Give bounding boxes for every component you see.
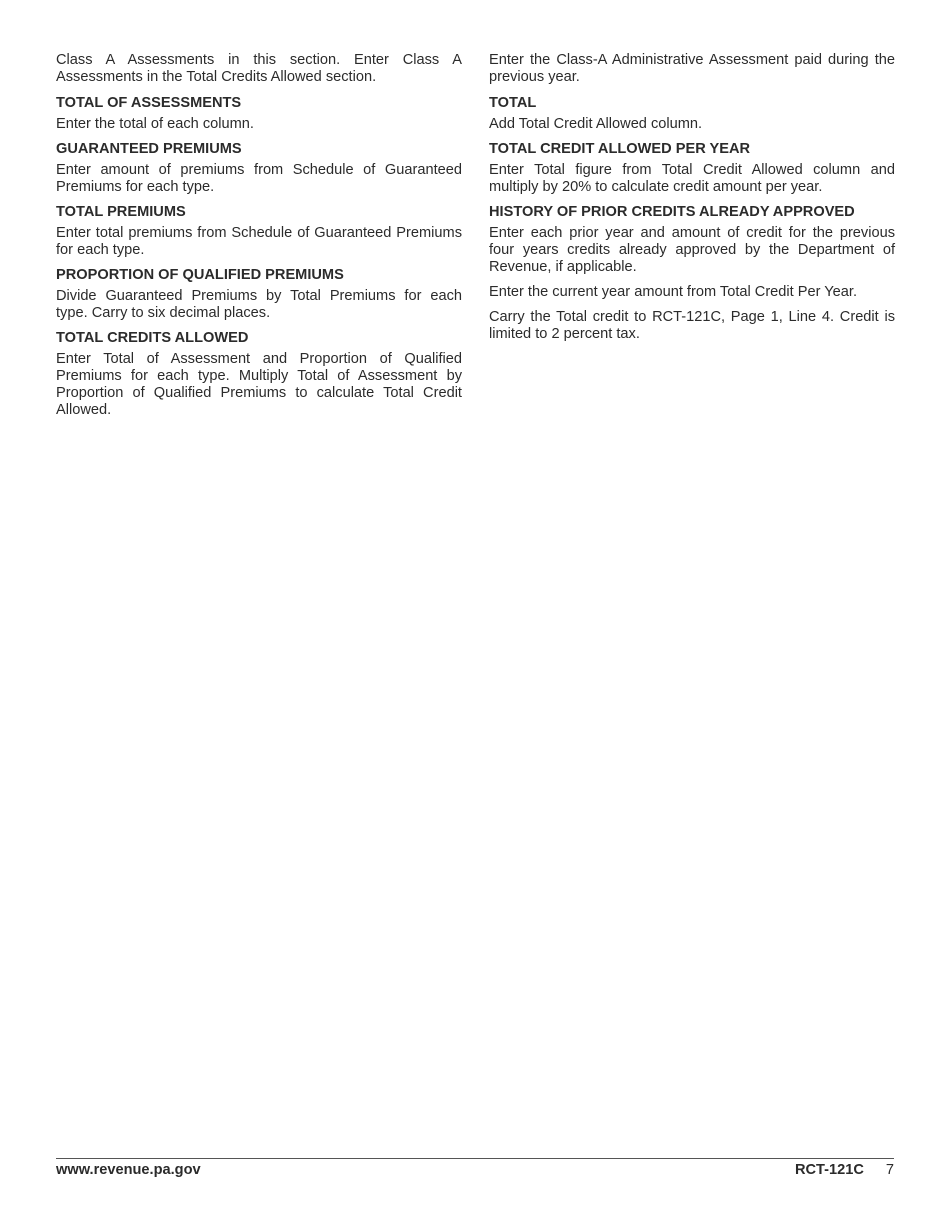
- section-total-credit-allowed-per-year: [489, 141, 895, 196]
- carry-total-paragraph: Carry the Total credit to RCT-121C, Page 1, Line 4. Credit is limited to 2 percent tax.: [489, 309, 895, 342]
- left-column: [56, 52, 462, 427]
- section-text: Enter each prior year and amount of credit for the previous four years credits already approved by the Department of Revenue, if applicable.: [489, 225, 895, 275]
- section-heading: TOTAL CREDIT ALLOWED PER YEAR: [489, 141, 751, 157]
- section-text: Enter Total figure from Total Credit Allowed column and multiply by 20% to calculate credit amount per year.: [489, 162, 895, 195]
- section-text: Divide Guaranteed Premiums by Total Premiums for each type. Carry to six decimal places.: [56, 288, 462, 321]
- page-footer: [56, 1162, 894, 1178]
- left-intro-text: Class A Assessments in this section. Enter Class A Assessments in the Total Credits Allowed section.: [56, 52, 462, 85]
- section-guaranteed-premiums: [56, 141, 462, 196]
- section-heading: HISTORY OF PRIOR CREDITS ALREADY APPROVED: [489, 204, 855, 220]
- section-text: Enter amount of premiums from Schedule of Guaranteed Premiums for each type.: [56, 162, 462, 195]
- section-text: Enter the total of each column.: [56, 116, 254, 132]
- section-heading: TOTAL CREDITS ALLOWED: [56, 330, 249, 346]
- section-heading: TOTAL: [489, 95, 537, 111]
- section-total: [489, 95, 895, 133]
- footer-website-link[interactable]: www.revenue.pa.gov: [56, 1162, 201, 1178]
- section-history-of-prior-credits: [489, 204, 895, 276]
- current-year-paragraph: Enter the current year amount from Total Credit Per Year.: [489, 284, 858, 300]
- section-text: Enter total premiums from Schedule of Guaranteed Premiums for each type.: [56, 225, 462, 258]
- section-total-credits-allowed: [56, 330, 462, 419]
- section-text: Enter Total of Assessment and Proportion of Qualified Premiums for each type. Multiply Total of Assessment by Proportion of Qualified Premiums to calculate Total Credit Allowed.: [56, 351, 462, 418]
- section-text: Add Total Credit Allowed column.: [489, 116, 703, 132]
- footer-form-id: RCT-121C: [794, 1162, 864, 1178]
- section-heading: TOTAL PREMIUMS: [56, 204, 186, 220]
- footer-right: [795, 1162, 894, 1178]
- section-heading: GUARANTEED PREMIUMS: [56, 141, 242, 157]
- section-proportion-of-qualified-premiums: [56, 267, 462, 322]
- section-heading: PROPORTION OF QUALIFIED PREMIUMS: [56, 267, 344, 283]
- footer-page-number: 7: [885, 1162, 894, 1178]
- section-total-of-assessments: [56, 95, 462, 133]
- right-intro-text: Enter the Class-A Administrative Assessment paid during the previous year.: [489, 52, 895, 85]
- section-heading: TOTAL OF ASSESSMENTS: [56, 95, 242, 111]
- right-column: [489, 52, 895, 351]
- footer-divider: [56, 1158, 894, 1159]
- section-total-premiums: [56, 204, 462, 259]
